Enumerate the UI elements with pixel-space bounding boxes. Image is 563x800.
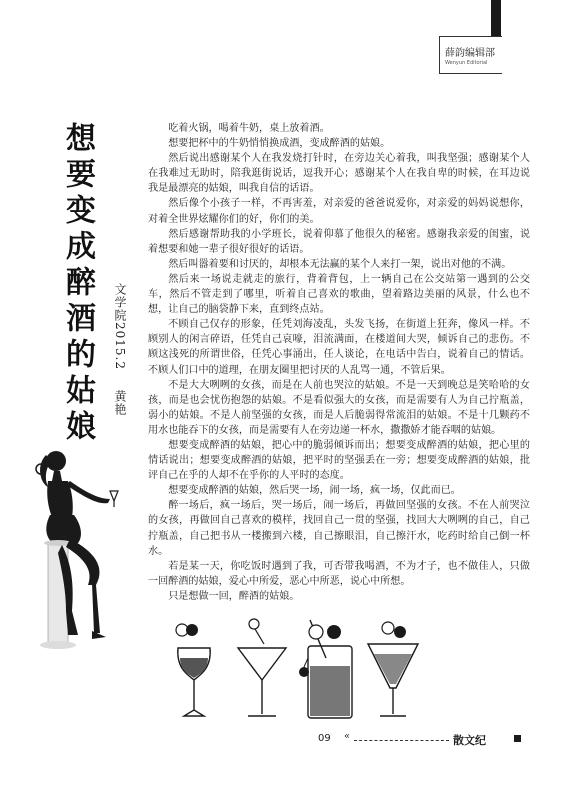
paragraph: 然后像个小孩子一样，不再害羞，对亲爱的爸爸说爱你，对亲爱的妈妈说想你，对着全世界炫耀你们的好，你们的美。 [148,198,530,225]
paragraph: 想要变成醉酒的姑娘，然后哭一场，闹一场，疯一场，仅此而已。 [168,485,461,497]
square-bullet-icon [514,735,521,742]
cocktail-glass-icon [238,619,286,716]
paragraph: 然后叫嚣着要和讨厌的，却根本无法赢的某个人来打一架，说出对他的不满。 [168,258,512,270]
paragraph: 然后说出感谢某个人在我发烧打针时，在旁边关心着我，叫我坚强；感谢某个人在我难过无助时，陪我逛街说话，逗我开心；感谢某个人在我自卑的时候，在耳边说我是最漂亮的姑娘，叫我自信的话语。 [148,153,530,195]
page-number: 09 [318,733,331,744]
paragraph: 只是想做一回，醉酒的姑娘。 [168,590,300,602]
paragraph: 想要变成醉酒的姑娘，把心中的脆弱倾诉而出；想要变成醉酒的姑娘，把心里的情话说出；想要变成醉酒的姑娘，把平时的坚强丢在一旁；想要变成醉酒的姑娘，批评自己在乎的人却不在乎你的人平时的态度。 [148,439,530,482]
magazine-name: 散文纪 [453,734,486,747]
article-title: 想要变成醉酒的姑娘 [60,122,95,446]
footer-divider [354,740,449,741]
article-body [148,121,530,604]
woman-silhouette-illustration [32,435,142,660]
paragraph: 然后来一场说走就走的旅行，背着背包，上一辆自己在公交站第一遇到的公交车，然后不管走到了哪里，听着自己喜欢的歌曲，望着路边美丽的风景，什么也不想，让自己的脑袋静下来，直到终点站。 [148,273,530,316]
author-name: 黄艳 [113,390,127,416]
cocktail-glass-icon [368,622,418,716]
cocktail-glass-icon [299,620,352,718]
cocktail-glass-icon [176,624,210,716]
section-title: 薛韵编辑部 [445,48,495,59]
paragraph: 吃着火锅，喝着牛奶，桌上放着酒。 [168,123,330,134]
paragraph: 醉一场后，疯一场后，哭一场后，闹一场后，再做回坚强的女孩。不在人前哭泣的女孩，再做回自己喜欢的模样，找回自己一贯的坚强，找回大大咧咧的自己，自己拧瓶盖，自己把书从一楼搬到六楼，自己擦眼泪，自己擦汗水，吃药时给自己倒一杯水。 [148,500,530,557]
page-footer [318,733,523,747]
section-subtitle: Wenyun Editorial [445,60,488,66]
cocktail-glasses-illustration [168,618,428,726]
paragraph: 不是大大咧咧的女孩，而是在人前也哭泣的姑娘。不是一天到晚总是笑哈哈的女孩，而是也会忧伤抱怨的姑娘。不是看似强大的女孩，而是需要有人为自己拧瓶盖，弱小的姑娘。不是人前坚强的女孩，而是人后脆弱得常流泪的姑娘。不是十几颗药不用水也能吞下的女孩，而是需要有人在旁边递一杯水，撒撒娇才能吞咽的姑娘。 [148,379,530,436]
paragraph: 不顾自己仅存的形象，任凭刘海凌乱，头发飞扬，在街道上狂奔，像风一样。不顾别人的闲言碎语，任凭自己哀嚎，泪流满面，在楼道间大哭，倾诉自己的悲伤。不顾这浅死的所谓世俗，任凭心事涌出，任人谈论，在电话中告白，说着自己的情话。不顾人们口中的道理，在朋友圈里把讨厌的人乱骂一通，不管后果。 [148,319,530,376]
author-department: 文学院2015.2 [113,283,127,370]
paragraph: 若是某一天，你吃饭时遇到了我，可否带我喝酒，不为才子，也不做佳人，只做一回醉酒的姑娘，爱心中所爱，恶心中所恶，说心中所想。 [148,560,530,587]
paragraph: 然后感谢帮助我的小学班长，说着仰慕了他很久的秘密。感谢我亲爱的闺蜜，说着想要和她一辈子很好很好的话语。 [148,228,530,255]
paragraph: 想要把杯中的牛奶悄悄换成酒，变成醉酒的姑娘。 [168,138,391,150]
byline [112,283,129,416]
footer-arrow-icon: « [344,731,351,742]
